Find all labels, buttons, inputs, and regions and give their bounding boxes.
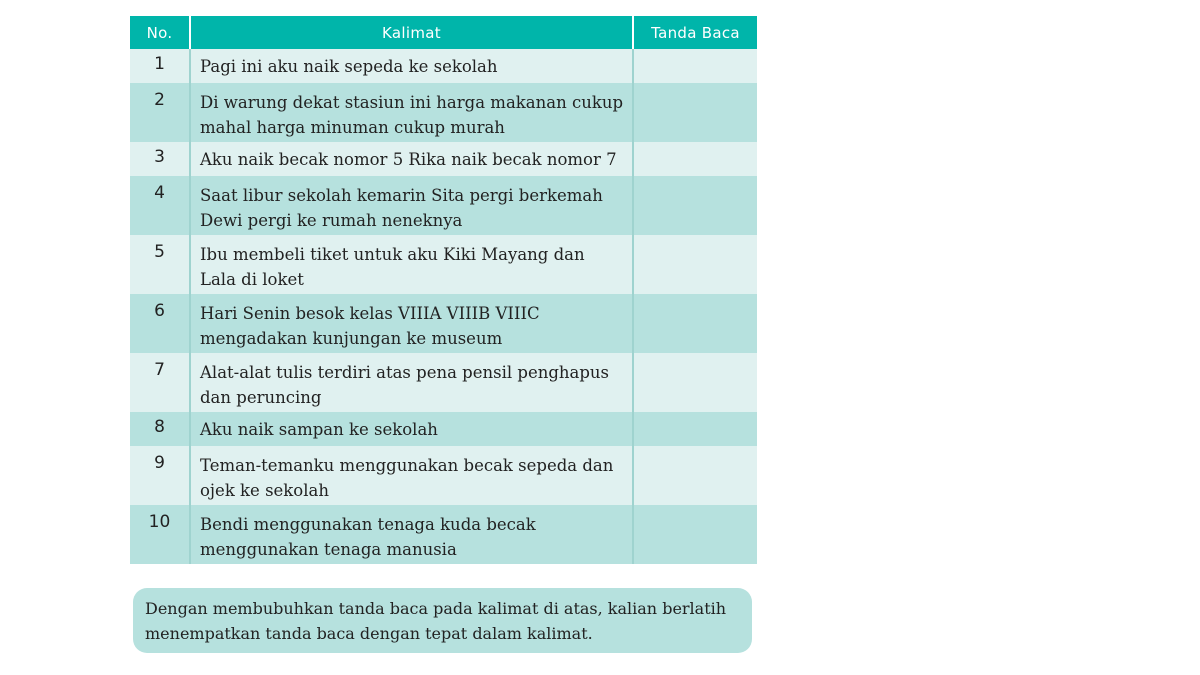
header-tanda-baca: Tanda Baca [633, 16, 757, 49]
row-number: 9 [130, 446, 190, 505]
table-row [130, 176, 757, 235]
sentence-line: Saat libur sekolah kemarin Sita pergi berkemah [200, 186, 603, 205]
punctuation-cell[interactable] [633, 142, 757, 176]
table-row [130, 353, 757, 412]
table-row [130, 142, 757, 176]
punctuation-cell[interactable] [633, 49, 757, 83]
punctuation-exercise-table [130, 16, 757, 564]
punctuation-cell[interactable] [633, 353, 757, 412]
sentence-line: Dewi pergi ke rumah neneknya [200, 211, 463, 230]
row-number: 6 [130, 294, 190, 353]
table-row [130, 235, 757, 294]
table-row [130, 446, 757, 505]
sentence-line: Pagi ini aku naik sepeda ke sekolah [200, 57, 498, 76]
row-sentence [190, 83, 633, 142]
header-kalimat: Kalimat [190, 16, 633, 49]
row-sentence [190, 353, 633, 412]
table-row [130, 412, 757, 446]
punctuation-cell[interactable] [633, 235, 757, 294]
row-sentence [190, 142, 633, 176]
table-row [130, 294, 757, 353]
sentence-line: dan peruncing [200, 388, 322, 407]
punctuation-cell[interactable] [633, 294, 757, 353]
table-header-row [130, 16, 757, 49]
table-row [130, 505, 757, 564]
row-sentence [190, 446, 633, 505]
table-row [130, 83, 757, 142]
sentence-line: Aku naik sampan ke sekolah [200, 420, 438, 439]
row-number: 2 [130, 83, 190, 142]
row-number: 3 [130, 142, 190, 176]
row-sentence [190, 49, 633, 83]
sentence-line: Bendi menggunakan tenaga kuda becak [200, 515, 536, 534]
sentence-line: Alat-alat tulis terdiri atas pena pensil penghapus [200, 363, 610, 382]
header-no: No. [130, 16, 190, 49]
row-number: 1 [130, 49, 190, 83]
sentence-line: mahal harga minuman cukup murah [200, 118, 505, 137]
row-sentence [190, 235, 633, 294]
row-number: 10 [130, 505, 190, 564]
row-number: 8 [130, 412, 190, 446]
sentence-line: Ibu membeli tiket untuk aku Kiki Mayang dan [200, 245, 585, 264]
row-number: 4 [130, 176, 190, 235]
sentence-line: Hari Senin besok kelas VIIIA VIIIB VIIIC [200, 304, 540, 323]
note-line: menempatkan tanda baca dengan tepat dalam kalimat. [145, 624, 593, 643]
sentence-line: Aku naik becak nomor 5 Rika naik becak nomor 7 [200, 150, 617, 169]
sentence-line: Lala di loket [200, 270, 304, 289]
sentence-line: mengadakan kunjungan ke museum [200, 329, 503, 348]
sentence-line: ojek ke sekolah [200, 481, 329, 500]
sentence-line: Di warung dekat stasiun ini harga makanan cukup [200, 93, 624, 112]
table-row [130, 49, 757, 83]
punctuation-cell[interactable] [633, 505, 757, 564]
row-sentence [190, 505, 633, 564]
row-number: 7 [130, 353, 190, 412]
row-number: 5 [130, 235, 190, 294]
punctuation-cell[interactable] [633, 83, 757, 142]
row-sentence [190, 412, 633, 446]
row-sentence [190, 176, 633, 235]
instruction-note-box [133, 588, 752, 653]
note-line: Dengan membubuhkan tanda baca pada kalimat di atas, kalian berlatih [145, 599, 727, 618]
punctuation-cell[interactable] [633, 446, 757, 505]
punctuation-cell[interactable] [633, 176, 757, 235]
sentence-line: menggunakan tenaga manusia [200, 540, 457, 559]
punctuation-cell[interactable] [633, 412, 757, 446]
row-sentence [190, 294, 633, 353]
sentence-line: Teman-temanku menggunakan becak sepeda dan [200, 456, 614, 475]
